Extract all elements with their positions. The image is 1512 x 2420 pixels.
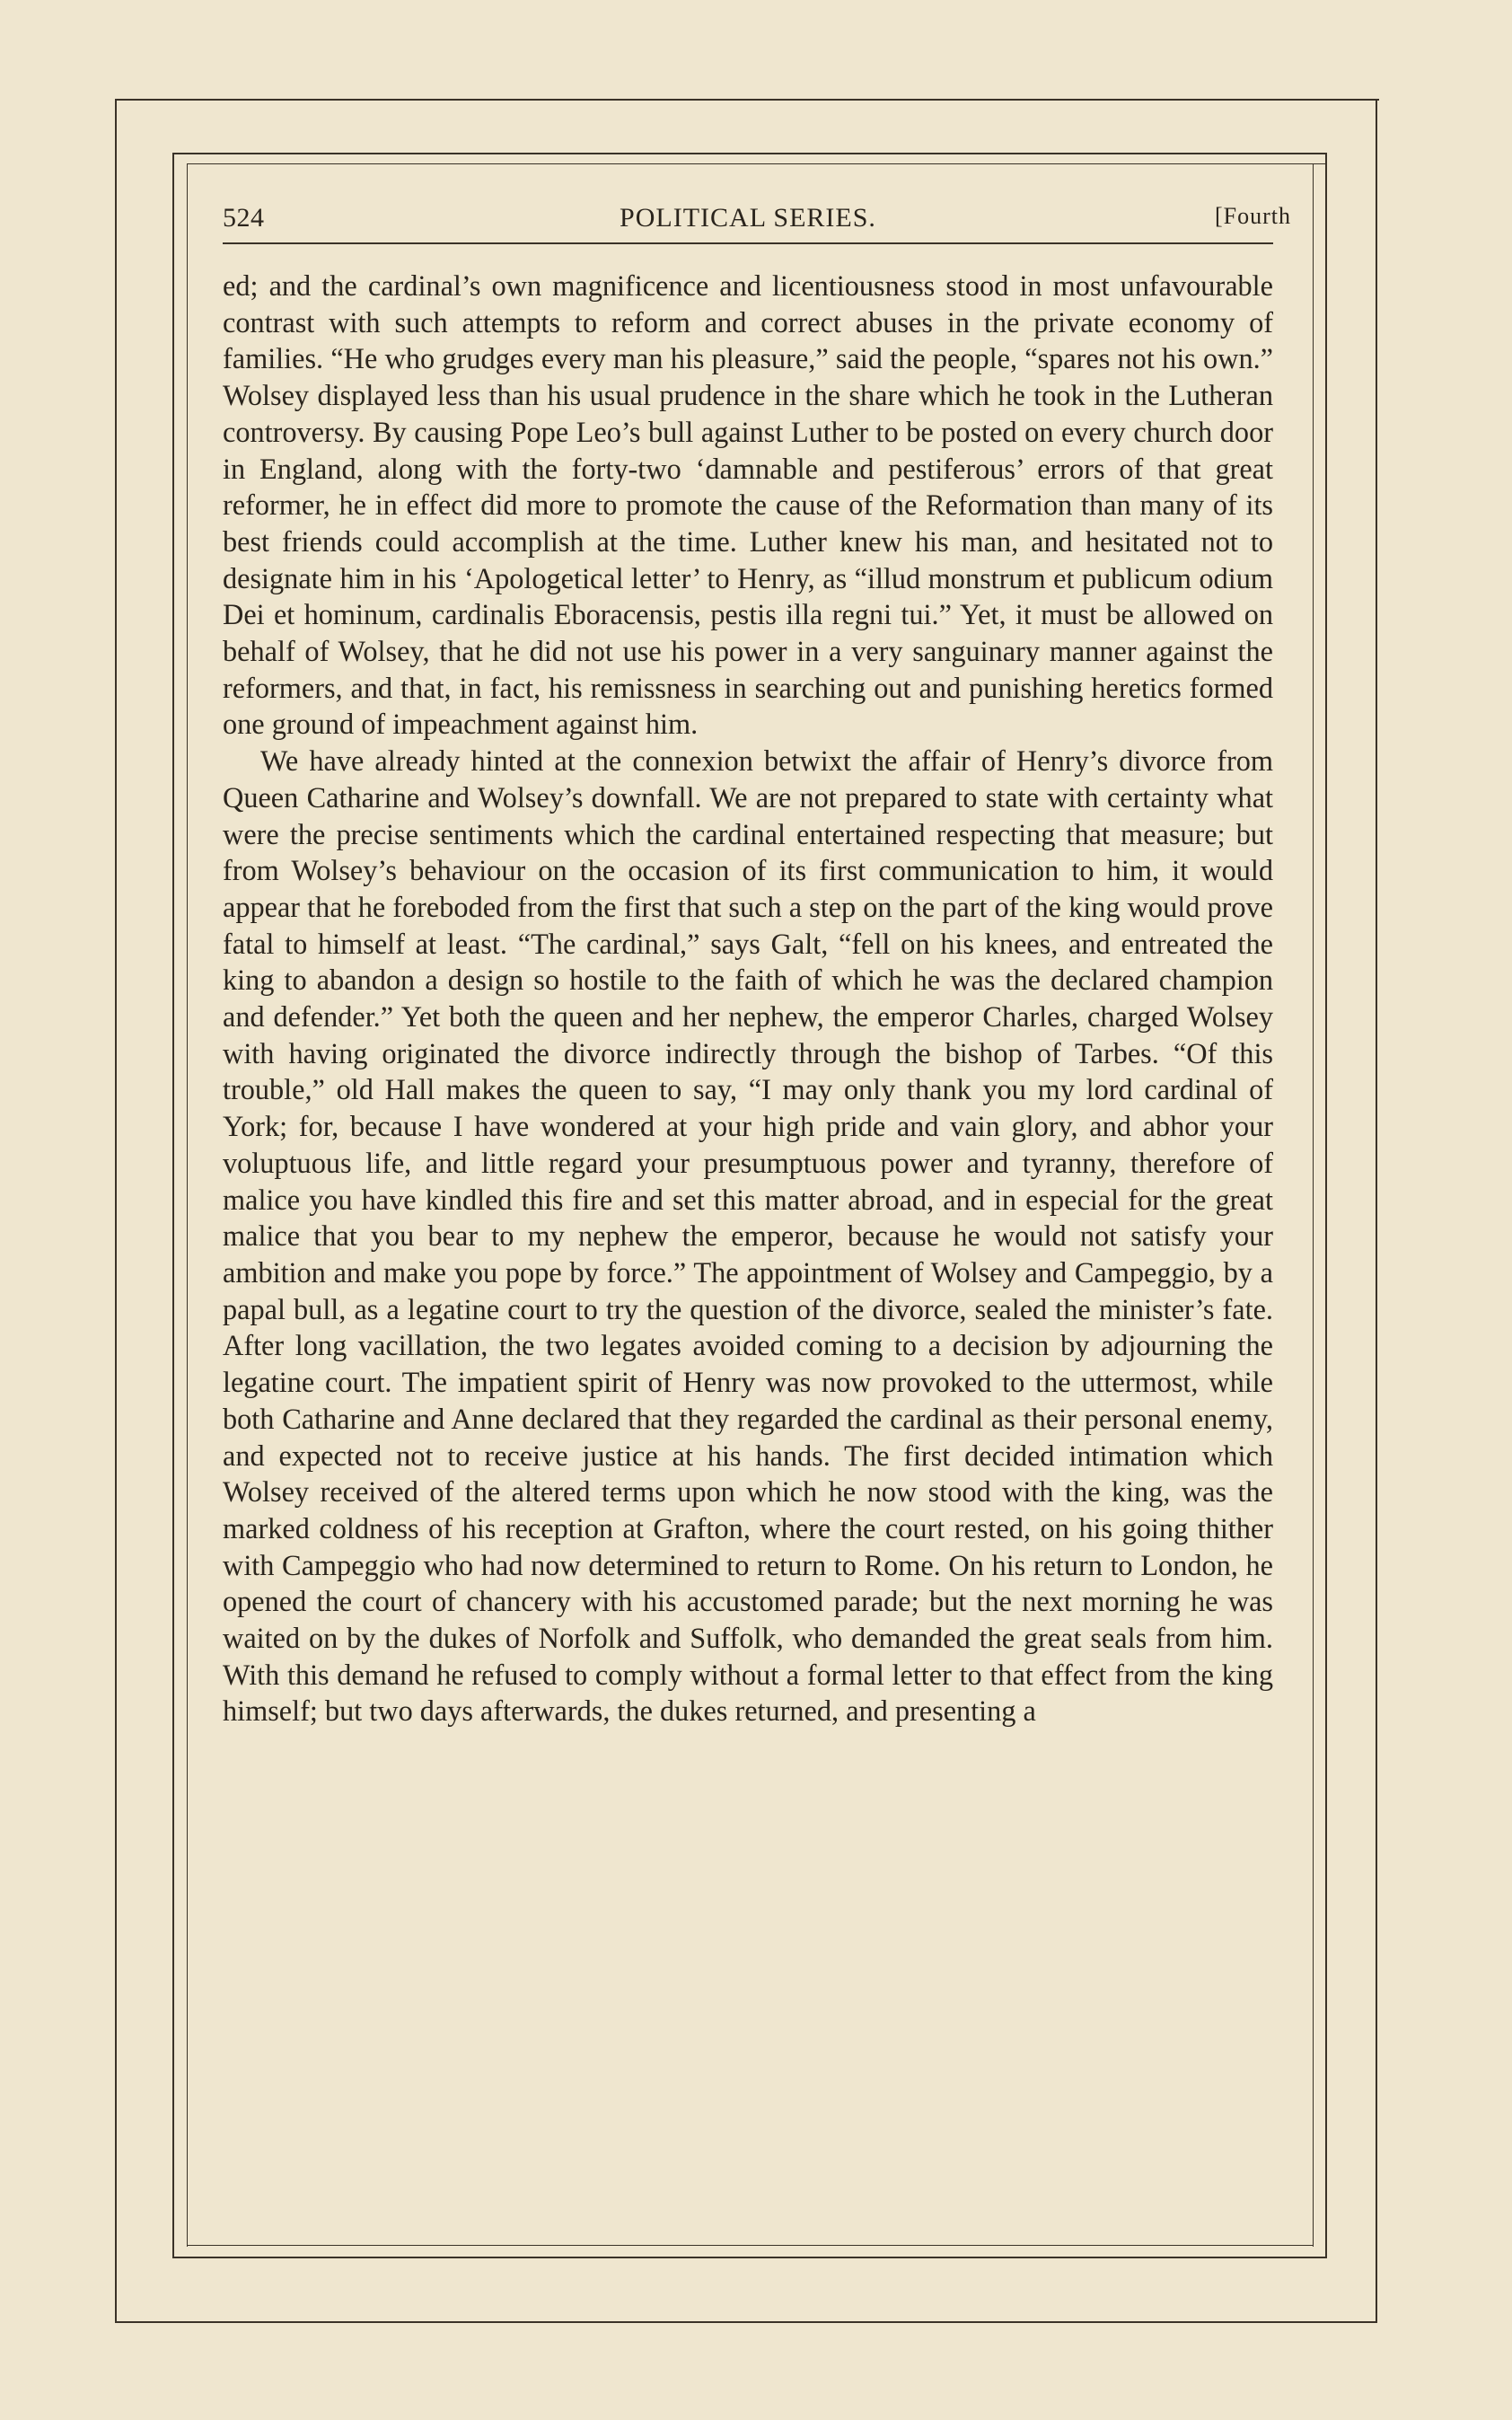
running-head — [223, 189, 1291, 242]
paragraph-continuation: ed; and the cardinal’s own magnificence and licentiousness stood in most unfavourable contrast with such attempts to reform and correct abuses in the private economy of families. “He who grudges every man his pleasure,” said the people, “spares not his own.” Wolsey displayed less than his usual prudence in the share which he took in the Lutheran controversy. By causing Pope Leo’s bull against Luther to be posted on every church door in England, along with the forty-two ‘damnable and pestiferous’ errors of that great reformer, he in effect did more to promote the cause of the Reformation than many of its best friends could accomplish at the time. Luther knew his man, and hesitated not to designate him in his ‘Apologetical letter’ to Henry, as “illud monstrum et publicum odium Dei et hominum, cardinalis Eboracensis, pestis illa regni tui.” Yet, it must be allowed on behalf of Wolsey, that he did not use his power in a very sanguinary manner against the reformers, and that, in fact, his remissness in searching out and punishing heretics formed one ground of impeachment against him. — [223, 269, 1273, 741]
inner-frame-bottom-second — [187, 2245, 1313, 2246]
outer-frame-top — [115, 99, 1379, 101]
inner-frame-right — [1325, 153, 1327, 2258]
inner-frame-top-second — [187, 163, 1327, 164]
inner-frame-right-second — [1313, 163, 1314, 2247]
inner-frame-top — [172, 153, 1327, 154]
inner-frame-bottom — [172, 2257, 1327, 2258]
head-rule — [223, 242, 1273, 244]
outer-frame-bottom — [115, 2321, 1377, 2323]
outer-frame-left — [115, 99, 117, 2321]
body-text — [223, 268, 1273, 1729]
section-marker: [Fourth — [1215, 203, 1291, 229]
inner-frame-left — [172, 153, 174, 2258]
inner-frame-left-second — [187, 163, 188, 2247]
outer-frame-right — [1376, 99, 1377, 2321]
running-title: POLITICAL SERIES. — [620, 203, 876, 233]
page-content — [223, 189, 1291, 1729]
paragraph: We have already hinted at the connexion betwixt the affair of Henry’s divorce from Queen Catharine and Wolsey’s downfall. We are not prepared to state with certainty what were the precise sentiments which the cardinal entertained respecting that measure; but from Wolsey’s behaviour on the occasion of its first communication to him, it would appear that he foreboded from the first that such a step on the part of the king would prove fatal to himself at least. “The cardinal,” says Galt, “fell on his knees, and entreated the king to abandon a design so hostile to the faith of which he was the declared champion and defender.” Yet both the queen and her nephew, the emperor Charles, charged Wolsey with having originated the divorce indirectly through the bishop of Tarbes. “Of this trouble,” old Hall makes the queen to say, “I may only thank you my lord cardinal of York; for, because I have wondered at your high pride and vain glory, and abhor your voluptuous life, and little regard your presumptuous power and tyranny, therefore of malice you have kindled this fire and set this matter abroad, and in especial for the great malice that you bear to my nephew the emperor, because he would not satisfy your ambition and make you pope by force.” The appointment of Wolsey and Campeggio, by a papal bull, as a legatine court to try the question of the divorce, sealed the minister’s fate. After long vacillation, the two legates avoided coming to a decision by adjourning the legatine court. The impatient spirit of Henry was now provoked to the uttermost, while both Catharine and Anne declared that they regarded the cardinal as their personal enemy, and expected not to receive justice at his hands. The first decided intimation which Wolsey received of the altered terms upon which he now stood with the king, was the marked coldness of his reception at Grafton, where the court rested, on his going thither with Campeggio who had now determined to return to Rome. On his return to London, he opened the court of chancery with his accustomed parade; but the next morning he was waited on by the dukes of Norfolk and Suffolk, who demanded the great seals from him. With this demand he refused to comply without a formal letter to that effect from the king himself; but two days afterwards, the dukes returned, and presenting a — [223, 744, 1273, 1728]
page-number: 524 — [223, 203, 265, 233]
